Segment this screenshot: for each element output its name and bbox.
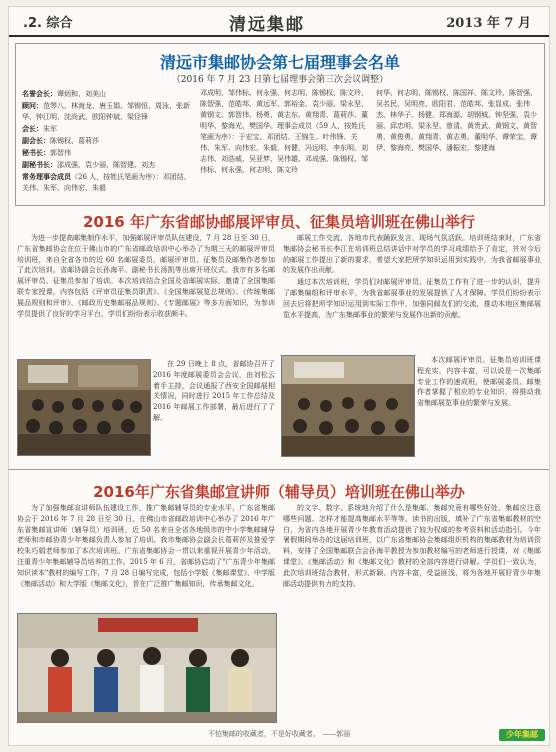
newsletter-page bbox=[8, 6, 550, 746]
section-divider bbox=[9, 469, 549, 470]
council-entry bbox=[22, 135, 192, 147]
council-names: （26 人，按姓氏笔画为序）：邓团结、关伟、朱军、向伟宏、朱毅 bbox=[22, 173, 191, 192]
youth-philately-stamp: 少年集邮 bbox=[499, 729, 545, 741]
council-role: 顾问： bbox=[22, 101, 43, 110]
council-subtitle: （2016 年 7 月 23 日第七届理事会第三次会议调整） bbox=[171, 75, 389, 85]
council-role: 副会长： bbox=[22, 136, 50, 145]
council-names: 邵成强、袁少丽、陈智建、刘杰 bbox=[57, 161, 155, 169]
issue-date: 2013 年 7 月 bbox=[446, 16, 531, 31]
masthead-title: 清远集邮 bbox=[229, 15, 305, 35]
council-role: 会长： bbox=[22, 124, 43, 133]
council-entry bbox=[22, 100, 192, 123]
council-names: 陈锡权、葛莉莎 bbox=[50, 137, 99, 145]
group-photo bbox=[17, 613, 277, 723]
article1-right-text: 邮展工作交流，各地市代表踊跃发言，现场气氛活跃。培训班结束时，广东省集邮协会秘书长李江在培训班总结讲话中对学员的学习成绩给予了肯定，并对今后的邮展工作提出了新的要求，希望大家把所学知识运用到实践中，为我省邮展事业的发展作出贡献。 通过本次培训班，学员们对邮展评审员、征集员工作有了进一步的认识，提升了邮集编组和评审水平，为我省邮展事业的发展提供了人才保障。学员们纷纷表示回去后将把所学知识运用到实际工作中，加强同邮友们的交流，推动本地区集邮展览水平提高，为广东集邮事业的繁荣与发展作出新的贡献。 bbox=[283, 234, 541, 319]
page-header bbox=[9, 7, 549, 37]
council-list-box bbox=[15, 43, 545, 206]
council-entry bbox=[22, 123, 192, 135]
page-number-label: .2. 综合 bbox=[23, 16, 73, 31]
council-entry bbox=[22, 159, 192, 171]
council-names: 郭智伟 bbox=[50, 149, 71, 157]
council-title: 清远市集邮协会第七届理事会名单 bbox=[159, 53, 400, 72]
council-names: 朱军 bbox=[43, 125, 57, 133]
article2-right-text: 的文字、数字、系统地介绍了什么是集邮、集邮究竟有哪些好处、集邮应注意哪些问题、怎样才能提高集邮水平等等。读书的出版，填补了广东省集邮教材的空白，为省内各地开展青少年教育活动提供了较为权威的参考资料和活动指引。今年暑假期间举办的这届培训班，以广东省集邮协会集邮组织机构的集邮教材为培训资料，安排了全国集邮联合会孙海平教授为参加教材编写的老师进行授课，对《集邮课堂》、《集邮活动》和《集邮文化》教材的全部内容进行讲解。学员们一致认为，此次培训班结合教材，形式新颖、内容丰富，受益匪浅，将为各地开展好青少年集邮活动提供有力的支持。 bbox=[283, 504, 541, 588]
article2-title: 2016年广东省集邮宣讲师（辅导员）培训班在佛山举办 bbox=[93, 483, 465, 501]
article1-title: 2016 年广东省邮协邮展评审员、征集员培训班在佛山举行 bbox=[83, 213, 475, 231]
council-column-1 bbox=[22, 88, 192, 200]
council-names: 范琴八、林海龙、唐玉娟、邹锡恒、周泳、张新华、钟江明、沈尚武、欧阳钟斌、梁径锋 bbox=[22, 102, 190, 121]
council-column-3: 何华、何志明、陈锡权、陈国祥、陈文玲、陈智强、吴名民、吴明亮、欧阳君、范皓邦、张显成、张伟杰、林华子、杨健、郑海源、胡钢城、钟坚强、袁少丽、邱忠明、梁永坚、曾清、黄贵武、黄钢文、黄智勇、黄俊勇、黄翔青、黄志勇、董明华、谭荣宝、谭伊、黎海亮、樊国华、潘振宏、黎建海 bbox=[376, 89, 537, 152]
council-column-2: 邓成明、邹伟标、何永强、何志明、陈锡权、陈文玲、陈智强、范皓邦、黄远军、郭裕金、袁少丽、梁永坚、黄钢文、郭智伟、杨勇、黄志东、黄翔青、葛莉莎、董明华、黎海光、樊国华。理事会成员（59 人，按姓氏笔画为序）：于宏宝、邓团结、王锦生、叶伟锋、关伟、朱军、向伟宏、朱毅、何健、冯远明、李东明、刘志伟、刘浩威、吴亚梦、吴伟雄、邓成强、陈锡权、邹伟标、何永强、何志明、陈文玲 bbox=[200, 89, 368, 174]
council-role: 秘书长： bbox=[22, 148, 50, 157]
council-entry bbox=[22, 147, 192, 159]
article2-left-text: 为了加强集邮宣讲师队伍建设工作，推广集邮辅导员的专业水平，广东省集邮协会于 2016 年 7 月 28 日至 30 日，在佛山市省邮政培训中心举办了 2016 年广东省集邮宣讲师（辅导员）培训班，近 50 名来自全省各地级市的中小学集邮辅导老师和市邮协青少年集邮负责人参加了培训。我市集邮协会副会长葛莉莎及推爱学校朱巧娟老师参加了本次培训班。广东省集邮协会一贯以来重视开展青少年活动，注重青少年集邮辅导员培养的工作。2015 年 6 月，省邮协启动了"广东青少年集邮知识读本"教材的编写工作，7 月 28 日编写完成，包括小学版《集邮课堂》、中学版《集邮活动》和大学版《集邮文化》，旨在广泛推广集邮知识，传承集邮文化。 bbox=[17, 504, 275, 588]
council-entry bbox=[22, 88, 192, 100]
council-role: 副秘书长： bbox=[22, 160, 57, 169]
footer-motto: 不怕集邮的收藏者，不是好收藏者。 ——郭丽 bbox=[207, 730, 351, 738]
council-names: 谭炳和、刘美山 bbox=[57, 90, 106, 98]
training-class-photo-1 bbox=[17, 359, 151, 456]
council-role: 名誉会长： bbox=[22, 89, 57, 98]
article1-right-text-3: 本次邮展评审员、征集员培训班课程充实，内容丰富，可以说是一次集邮专业工作的速成班，使邮展委员、邮集作者掌握了相应的专业知识，将推动我省集邮展览事业的繁荣与发展。 bbox=[417, 356, 541, 408]
article1-left-text: 为进一步提高邮集制作水平，加强邮展评审员队伍建设，7 月 28 日至 30 日，广东省集邮协会在位于佛山市的广东省邮政培训中心举办了为期三天的邮展评审员培训班，来自全省各市的近 60 名邮展委员、邮展评审员、征集员及邮集作者参加了此次培训。省邮协副会长孙海平、副秘书长汤凯等出席开班仪式。我市有多名邮展评审员、征集员参加了培训。本次培训结合全国及省邮展实际，邀请了全国集邮联专家授课，内容包括《评审员征集员职责》、《全国集邮展览总规则》、《传统集邮展品规则和评审》、《邮政历史集邮展品规则》、《专题邮展》等多方面知识，为参训学员提供了良好的学习平台，学员们纷纷表示收获颇丰。 bbox=[17, 234, 275, 318]
article1-left-text-2: 在 29 日晚上 8 点，省邮协召开了 2016 年度邮展委员会会议，由刘松云着手主持，会议通报了西安全国邮展相关情况，同时进行 2015 年工作总结及 2016 年邮展工作部署，最后进行了了解。 bbox=[153, 360, 275, 422]
council-role: 常务理事会成员 bbox=[22, 172, 71, 181]
council-entry bbox=[22, 171, 192, 194]
training-class-photo-2 bbox=[281, 355, 415, 457]
